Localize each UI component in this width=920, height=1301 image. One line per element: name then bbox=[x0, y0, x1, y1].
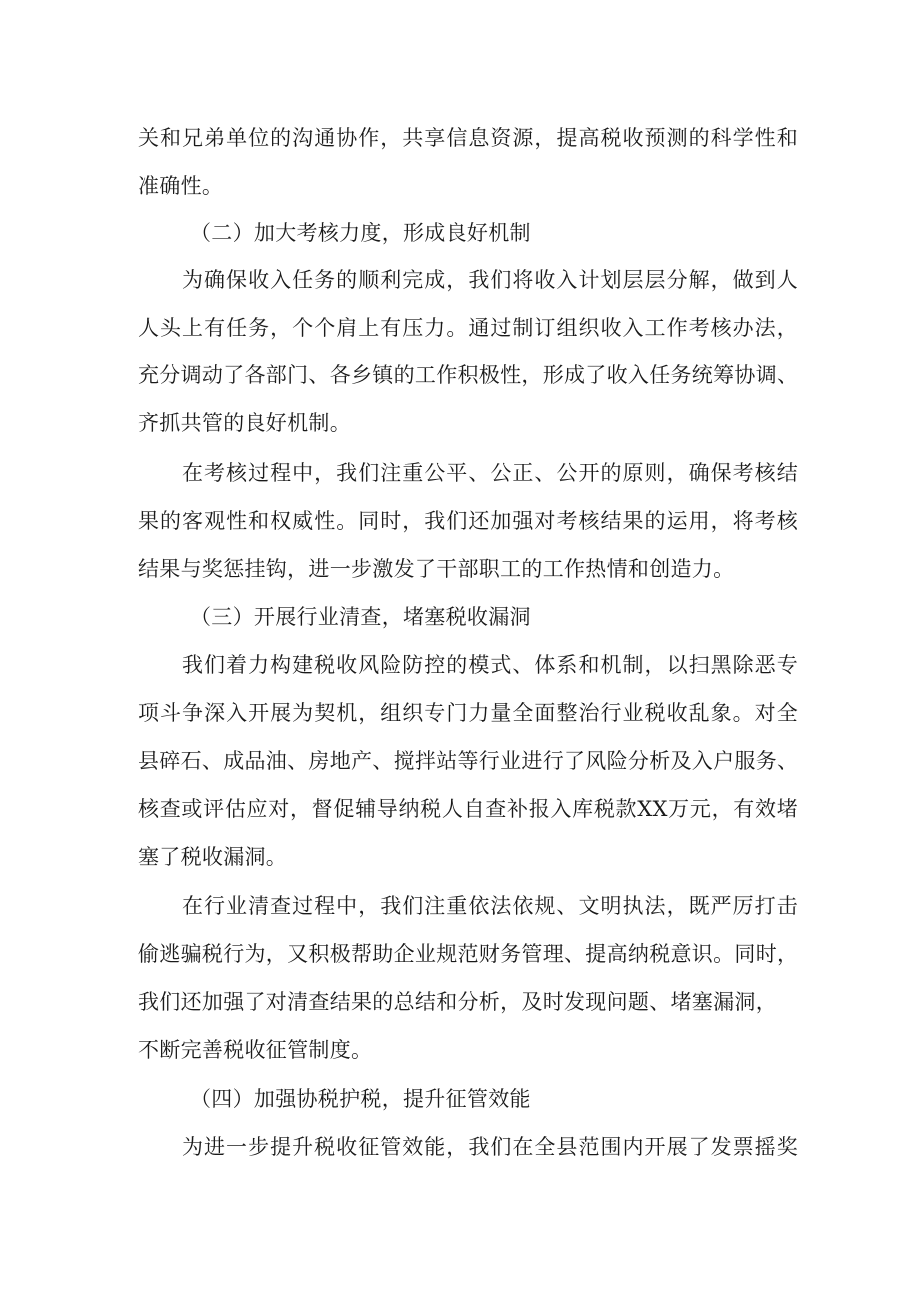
text-line: 人头上有任务，个个肩上有压力。通过制订组织收入工作考核办法， bbox=[138, 316, 798, 340]
section-heading: （三）开展行业清查，堵塞税收漏洞 bbox=[190, 605, 531, 629]
text-line: 齐抓共管的良好机制。 bbox=[138, 411, 351, 435]
text-line: 偷逃骗税行为，又积极帮助企业规范财务管理、提高纳税意识。同时， bbox=[138, 942, 798, 966]
text-line: 果的客观性和权威性。同时，我们还加强对考核结果的运用，将考核 bbox=[138, 509, 798, 533]
text-line: 充分调动了各部门、各乡镇的工作积极性，形成了收入任务统筹协调、 bbox=[138, 363, 798, 387]
text-line: 在考核过程中，我们注重公平、公正、公开的原则，确保考核结 bbox=[182, 461, 798, 485]
text-line: 县碎石、成品油、房地产、搅拌站等行业进行了风险分析及入户服务、 bbox=[138, 749, 798, 773]
text-line: 关和兄弟单位的沟通协作，共享信息资源，提高税收预测的科学性和 bbox=[138, 126, 798, 150]
text-line: 项斗争深入开展为契机，组织专门力量全面整治行业税收乱象。对全 bbox=[138, 701, 798, 725]
text-line: 为进一步提升税收征管效能，我们在全县范围内开展了发票摇奖 bbox=[182, 1135, 798, 1159]
text-line: 核查或评估应对，督促辅导纳税人自查补报入库税款XX万元，有效堵 bbox=[138, 797, 798, 821]
text-line: 准确性。 bbox=[138, 174, 224, 198]
text-line: 在行业清查过程中，我们注重依法依规、文明执法，既严厉打击 bbox=[182, 894, 798, 918]
text-line: 我们还加强了对清查结果的总结和分析，及时发现问题、堵塞漏洞， bbox=[138, 990, 777, 1014]
text-line: 为确保收入任务的顺利完成，我们将收入计划层层分解，做到人 bbox=[182, 268, 798, 292]
section-heading: （二）加大考核力度，形成良好机制 bbox=[190, 221, 531, 245]
text-line: 我们着力构建税收风险防控的模式、体系和机制，以扫黑除恶专 bbox=[182, 653, 798, 677]
text-line: 结果与奖惩挂钩，进一步激发了干部职工的工作热情和创造力。 bbox=[138, 557, 735, 581]
text-line: 塞了税收漏洞。 bbox=[138, 845, 288, 869]
text-line: 不断完善税收征管制度。 bbox=[138, 1038, 373, 1062]
section-heading: （四）加强协税护税，提升征管效能 bbox=[190, 1087, 531, 1111]
